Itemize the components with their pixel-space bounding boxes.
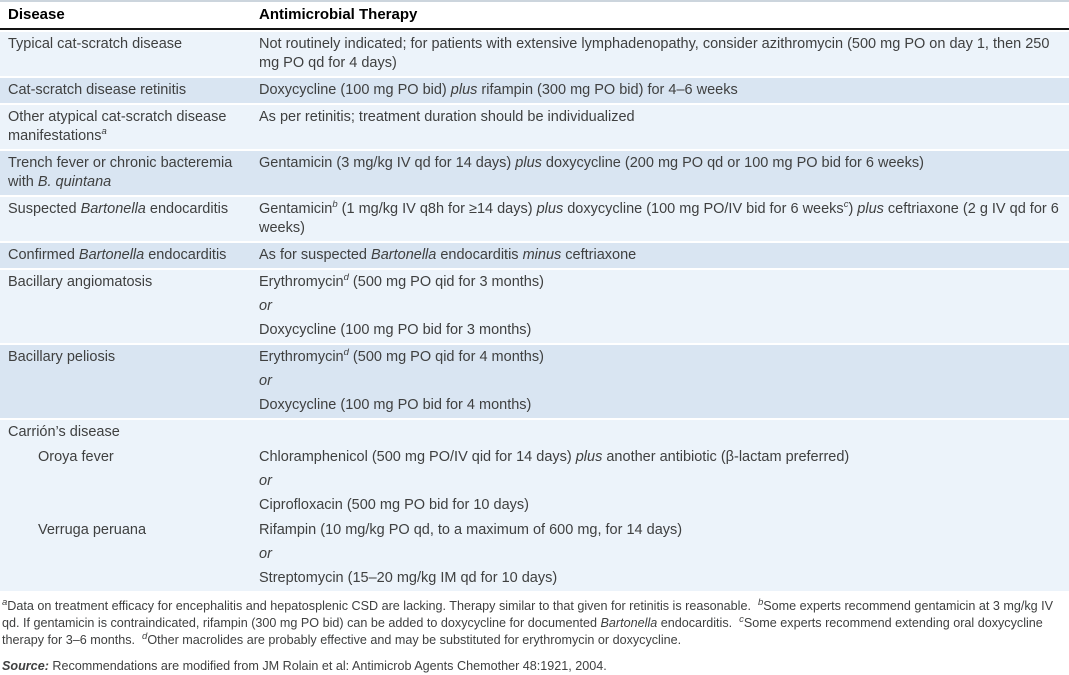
text-segment: As for suspected (259, 247, 372, 263)
text-segment: Verruga peruana (38, 522, 147, 538)
text-segment: Gentamicin (3 mg/kg IV qd for 14 days) (259, 155, 516, 171)
text-segment: plus (536, 201, 564, 217)
therapy-cell (259, 105, 1069, 149)
text-segment: Doxycycline (100 mg PO bid for 3 months) (259, 322, 532, 338)
table-header-row (0, 2, 1069, 30)
text-segment: or (259, 373, 272, 389)
text-segment: plus (857, 201, 884, 217)
therapy-option (259, 348, 1059, 367)
therapy-option (259, 521, 1059, 540)
text-segment: Bartonella (371, 247, 437, 263)
therapy-option (259, 448, 1059, 467)
therapy-option (259, 273, 1059, 292)
text-segment: Carrión’s disease (8, 424, 120, 440)
text-segment: (1 mg/kg IV q8h for ≥14 days) (337, 201, 537, 217)
disease-cell (0, 270, 259, 343)
text-segment: a (2, 596, 8, 608)
text-segment: minus (522, 247, 562, 263)
text-segment: c (843, 199, 849, 211)
therapy-option (259, 569, 1059, 588)
table-body (0, 30, 1069, 591)
therapy-option (259, 372, 1059, 391)
therapy-cell (259, 151, 1069, 195)
text-segment: rifampin (300 mg PO bid) for 4–6 weeks (477, 82, 738, 98)
text-segment: d (142, 630, 148, 642)
text-segment: Chloramphenicol (500 mg PO/IV qid for 14 days) (259, 449, 576, 465)
text-segment: B. quintana (37, 174, 112, 190)
text-segment: Source: (2, 659, 49, 673)
therapy-option (259, 81, 1059, 100)
text-segment: endocarditis (145, 201, 229, 217)
table-row (0, 418, 1069, 445)
text-segment: endocarditis (436, 247, 523, 263)
therapy-option (259, 200, 1059, 238)
text-segment: d (343, 272, 349, 284)
therapy-option (259, 321, 1059, 340)
text-segment: or (259, 546, 272, 562)
table-row (0, 241, 1069, 268)
text-segment: plus (515, 155, 542, 171)
disease-cell (0, 32, 259, 76)
table-row (0, 445, 1069, 518)
text-segment: Some experts recommend gentamicin at 3 mg/kg IV qd. If gentamicin is contraindicated, rifampin (300 mg PO bid) can be added to doxycycline for documented (2, 599, 1054, 630)
footnote-text (0, 591, 1069, 649)
text-segment: plus (575, 449, 603, 465)
text-segment: Confirmed (8, 247, 79, 263)
therapy-option (259, 472, 1059, 491)
therapy-cell (259, 243, 1069, 268)
text-segment: d (343, 347, 349, 359)
text-segment: a (101, 126, 107, 138)
text-segment: b (332, 199, 338, 211)
text-segment: c (739, 613, 744, 625)
text-segment: b (757, 596, 764, 608)
text-segment: Suspected (8, 201, 81, 217)
text-segment: doxycycline (100 mg PO/IV bid for 6 weeks (563, 201, 844, 217)
text-segment: Gentamicin (259, 201, 333, 217)
therapy-option (259, 496, 1059, 515)
text-segment: As per retinitis; treatment duration should be individualized (259, 109, 635, 125)
therapy-cell (259, 197, 1069, 241)
disease-cell (0, 151, 259, 195)
text-segment: Other atypical cat-scratch disease manifestations (8, 109, 227, 144)
text-segment: or (259, 298, 272, 314)
table-row (0, 149, 1069, 195)
text-segment: another antibiotic (β-lactam preferred) (602, 449, 850, 465)
text-segment: Bacillary angiomatosis (8, 274, 153, 290)
therapy-option (259, 35, 1059, 73)
therapy-option (259, 545, 1059, 564)
text-segment: Recommendations are modified from JM Rolain et al: Antimicrob Agents Chemother 48:1921, 2004. (48, 659, 607, 673)
therapy-option (259, 246, 1059, 265)
text-segment: Typical cat-scratch disease (8, 36, 183, 52)
disease-cell (0, 445, 259, 518)
therapy-option (259, 396, 1059, 415)
table-row (0, 343, 1069, 418)
text-segment: Bacillary peliosis (8, 349, 116, 365)
text-segment: ceftriaxone (2 g IV qd for 6 weeks) (259, 201, 1059, 236)
table-row (0, 518, 1069, 591)
table-row (0, 103, 1069, 149)
text-segment: Doxycycline (100 mg PO bid for 4 months) (259, 397, 532, 413)
table-row (0, 268, 1069, 343)
text-segment: ) (848, 201, 858, 217)
therapy-cell (259, 78, 1069, 103)
text-segment: Bartonella (78, 247, 145, 263)
text-segment: (500 mg PO qid for 4 months) (348, 349, 544, 365)
text-segment: Other macrolides are probably effective and may be substituted for erythromycin or doxycycline. (147, 633, 682, 647)
therapy-option (259, 297, 1059, 316)
table-row (0, 195, 1069, 241)
text-segment: Ciprofloxacin (500 mg PO bid for 10 days) (259, 497, 529, 513)
therapy-cell (259, 445, 1069, 518)
text-segment: ceftriaxone (561, 247, 637, 263)
therapy-cell (259, 345, 1069, 418)
source-text (0, 649, 1069, 675)
disease-cell (0, 420, 259, 445)
text-segment: or (259, 473, 272, 489)
disease-cell (0, 345, 259, 418)
text-segment: Oroya fever (38, 449, 114, 465)
text-segment: (500 mg PO qid for 3 months) (348, 274, 544, 290)
column-header-disease: Disease (8, 6, 65, 23)
text-segment: Data on treatment efficacy for encephalitis and hepatosplenic CSD are lacking. Therapy similar to that given for retinitis is reasonable. (7, 599, 758, 613)
therapy-cell (259, 518, 1069, 591)
text-segment: Erythromycin (259, 349, 344, 365)
text-segment: Some experts recommend extending oral doxycycline therapy for 3–6 months. (2, 616, 1043, 647)
table-row (0, 30, 1069, 76)
disease-cell (0, 105, 259, 149)
text-segment: Bartonella (80, 201, 146, 217)
text-segment: Trench fever or chronic bacteremia with (8, 155, 233, 190)
text-segment: Not routinely indicated; for patients with extensive lymphadenopathy, consider azithromycin (500 mg PO on day 1, then 250 mg PO qd for 4 days) (259, 36, 1050, 71)
disease-cell (0, 518, 259, 591)
text-segment: endocarditis (144, 247, 227, 263)
therapy-cell (259, 270, 1069, 343)
text-segment: Doxycycline (100 mg PO bid) (259, 82, 451, 98)
text-segment: Rifampin (10 mg/kg PO qd, to a maximum of 600 mg, for 14 days) (259, 522, 683, 538)
text-segment: Streptomycin (15–20 mg/kg IM qd for 10 days) (259, 570, 558, 586)
disease-cell (0, 78, 259, 103)
text-segment: doxycycline (200 mg PO qd or 100 mg PO bid for 6 weeks) (541, 155, 924, 171)
disease-cell (0, 243, 259, 268)
text-segment: endocarditis. (657, 616, 740, 630)
therapy-option (259, 154, 1059, 173)
therapy-cell (259, 32, 1069, 76)
disease-cell (0, 197, 259, 241)
column-header-therapy: Antimicrobial Therapy (259, 6, 418, 23)
text-segment: Erythromycin (259, 274, 344, 290)
text-segment: plus (450, 82, 478, 98)
text-segment: Cat-scratch disease retinitis (8, 82, 187, 98)
text-segment: Bartonella (600, 616, 658, 630)
table-row (0, 76, 1069, 103)
therapy-cell (259, 420, 1069, 445)
therapy-option (259, 108, 1059, 127)
